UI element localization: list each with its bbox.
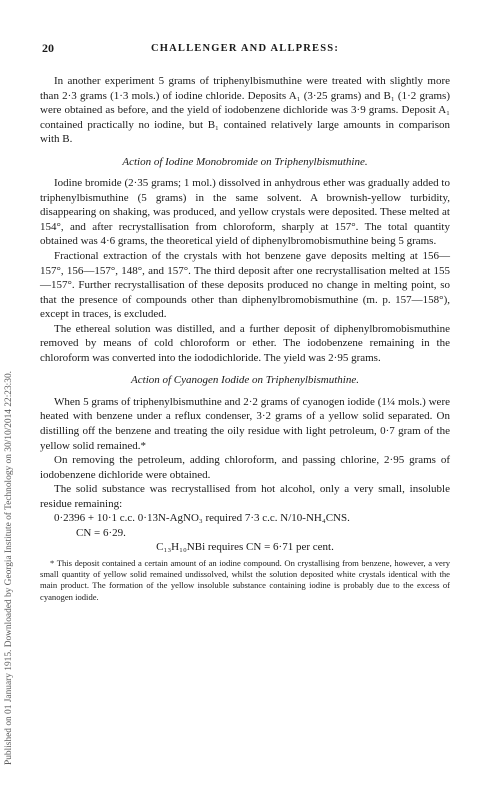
page-header — [40, 41, 450, 59]
page-number: 20 — [42, 41, 54, 55]
paragraph-iodine-chloride: In another experiment 5 grams of triphenylbismuthine were treated with slightly more than 2·3 grams (1·3 mols.) of iodine chloride. Deposits A₁ (3·25 grams) and B₁ (1·2 grams) were obtained as before, and the yield of iodobenzene dichloride was 3·9 grams. Deposit A₁ contained practically no iodine, but B₁ contained relatively large amounts in comparison with B. — [40, 75, 450, 146]
paragraph-solid-substance: The solid substance was recrystallised from hot alcohol, only a very small, insoluble residue remaining: — [40, 483, 450, 510]
paragraph-ethereal-solution: The ethereal solution was distilled, and a further deposit of diphenylbromobismuthine removed by means of cold chloroform or ether. The iodobenzene remaining in the chloroform was converted into the iododichloride. The yield was 2·95 grams. — [40, 322, 450, 364]
paragraph-fractional-extraction: Fractional extraction of the crystals with hot benzene gave deposits melting at 156—157°, 156—157°, 148°, and 157°. The third deposit after one recrystallisation melted at 155—157°. Further recrystallisation of these deposits produced no change in melting point, so that the presence of compounds other than diphenylbromobismuthine (m. p. 157—158°), except in traces, is excluded. — [40, 250, 450, 321]
section-heading-iodine-monobromide: Action of Iodine Monobromide on Triphenylbismuthine. — [122, 155, 368, 168]
section-heading-cyanogen-iodide: Action of Cyanogen Iodide on Triphenylbismuthine. — [131, 374, 359, 387]
page-body — [40, 41, 450, 603]
analysis-requirement: C₁₃H₁₀NBi requires CN = 6·71 per cent. — [156, 541, 334, 554]
analysis-result: CN = 6·29. — [76, 526, 126, 539]
analysis-line: 0·2396 + 10·1 c.c. 0·13N-AgNO₃ required 7·3 c.c. N/10-NH₄CNS. — [54, 512, 350, 525]
paragraph-iodine-bromide: Iodine bromide (2·35 grams; 1 mol.) dissolved in anhydrous ether was gradually added to triphenylbismuthine (5 grams) in the same solvent. A brownish-yellow turbidity, disappearing on shaking, was produced, and yellow crystals were deposited. These melted at 154°, and after recrystallisation from chloroform, sharply at 157°. The total quantity obtained was 4·6 grams, the theoretical yield of diphenylbromobismuthine being 5 grams. — [40, 177, 450, 248]
paragraph-cyanogen-iodide: When 5 grams of triphenylbismuthine and 2·2 grams of cyanogen iodide (1¼ mols.) were heated with benzene under a reflux condenser, 3·2 grams of a yellow solid separated. On distilling off the benzene and treating the oily residue with light petroleum, 0·7 gram of the yellow solid remained.* — [40, 395, 450, 452]
running-head: CHALLENGER AND ALLPRESS: — [150, 43, 340, 54]
paragraph-removing-petroleum: On removing the petroleum, adding chloroform, and passing chlorine, 2·95 grams of iodobenzene dichloride were obtained. — [40, 454, 450, 481]
download-watermark: Published on 01 January 1915. Downloaded by Georgia Institute of Technology on 30/10/2014 22:23:30. — [4, 370, 14, 765]
footnote: * This deposit contained a certain amount of an iodine compound. On crystallising from benzene, however, a very small quantity of yellow solid remained undissolved, whilst the solution deposited white crystals identical with the main product. The formation of the yellow insoluble substance containing iodine is probably due to the excess of cyanogen iodide. — [40, 557, 450, 602]
